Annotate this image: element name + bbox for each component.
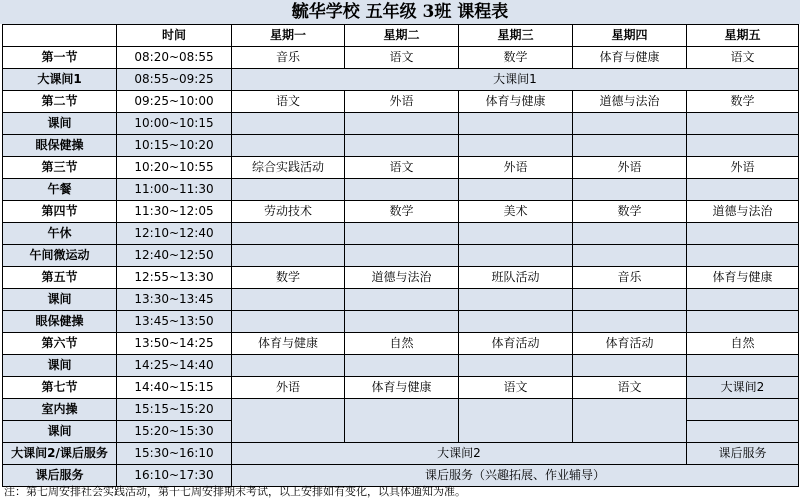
schedule-row <box>3 157 799 179</box>
empty-cell <box>459 179 573 201</box>
empty-cell <box>687 113 799 135</box>
empty-cell <box>687 223 799 245</box>
empty-cell <box>573 223 687 245</box>
empty-cell <box>232 355 345 377</box>
header-day: 星期一 <box>232 25 345 47</box>
period-time: 10:15~10:20 <box>117 135 232 157</box>
empty-cell <box>232 113 345 135</box>
empty-cell <box>573 399 687 443</box>
empty-cell <box>345 113 459 135</box>
class-cell: 数学 <box>687 91 799 113</box>
class-cell: 音乐 <box>232 47 345 69</box>
class-cell: 数学 <box>232 267 345 289</box>
period-time: 16:10~17:30 <box>117 465 232 487</box>
class-cell: 体育与健康 <box>345 377 459 399</box>
empty-cell <box>687 421 799 443</box>
schedule-row <box>3 267 799 289</box>
footnote: 注：第七周安排社会实践活动，第十七周安排期末考试，以上安排如有变化，以具体通知为准。 <box>4 485 466 498</box>
merged-activity: 大课间1 <box>232 69 799 91</box>
empty-cell <box>459 223 573 245</box>
merged-activity: 课后服务（兴趣拓展、作业辅导） <box>232 465 799 487</box>
empty-cell <box>232 311 345 333</box>
empty-cell <box>345 355 459 377</box>
empty-cell <box>459 289 573 311</box>
period-label: 课后服务 <box>3 465 117 487</box>
period-time: 09:25~10:00 <box>117 91 232 113</box>
period-time: 14:25~14:40 <box>117 355 232 377</box>
class-cell: 体育与健康 <box>687 267 799 289</box>
class-cell: 自然 <box>687 333 799 355</box>
period-label: 第一节 <box>3 47 117 69</box>
schedule-row <box>3 377 799 399</box>
empty-cell <box>459 355 573 377</box>
period-time: 08:55~09:25 <box>117 69 232 91</box>
period-label: 第三节 <box>3 157 117 179</box>
empty-cell <box>687 245 799 267</box>
class-cell: 外语 <box>687 157 799 179</box>
period-label: 午餐 <box>3 179 117 201</box>
class-cell: 外语 <box>459 157 573 179</box>
empty-cell <box>345 179 459 201</box>
class-cell: 美术 <box>459 201 573 223</box>
class-cell: 数学 <box>459 47 573 69</box>
empty-cell <box>459 399 573 443</box>
schedule-row <box>3 355 799 377</box>
class-cell: 体育与健康 <box>573 47 687 69</box>
class-cell: 体育活动 <box>573 333 687 355</box>
empty-cell <box>345 245 459 267</box>
class-cell: 语文 <box>345 47 459 69</box>
empty-cell <box>573 355 687 377</box>
schedule-row <box>3 69 799 91</box>
class-cell: 班队活动 <box>459 267 573 289</box>
empty-cell <box>459 311 573 333</box>
schedule-row <box>3 223 799 245</box>
class-cell: 语文 <box>459 377 573 399</box>
period-time: 13:45~13:50 <box>117 311 232 333</box>
empty-cell <box>345 399 459 443</box>
period-time: 12:10~12:40 <box>117 223 232 245</box>
period-time: 15:30~16:10 <box>117 443 232 465</box>
empty-cell <box>345 311 459 333</box>
class-cell: 数学 <box>345 201 459 223</box>
schedule-row <box>3 201 799 223</box>
period-time: 11:30~12:05 <box>117 201 232 223</box>
period-label: 第五节 <box>3 267 117 289</box>
period-time: 14:40~15:15 <box>117 377 232 399</box>
empty-cell <box>459 113 573 135</box>
empty-cell <box>573 289 687 311</box>
period-time: 15:20~15:30 <box>117 421 232 443</box>
header-day: 星期四 <box>573 25 687 47</box>
period-time: 12:55~13:30 <box>117 267 232 289</box>
empty-cell <box>687 355 799 377</box>
empty-cell <box>687 311 799 333</box>
period-time: 10:00~10:15 <box>117 113 232 135</box>
period-label: 第七节 <box>3 377 117 399</box>
empty-cell <box>573 311 687 333</box>
schedule-row <box>3 399 799 421</box>
period-label: 大课间1 <box>3 69 117 91</box>
empty-cell <box>232 223 345 245</box>
class-cell: 音乐 <box>573 267 687 289</box>
class-cell: 语文 <box>345 157 459 179</box>
header-day: 星期二 <box>345 25 459 47</box>
class-cell: 道德与法治 <box>345 267 459 289</box>
schedule-row <box>3 333 799 355</box>
header-day: 星期三 <box>459 25 573 47</box>
header-time: 时间 <box>117 25 232 47</box>
period-time: 12:40~12:50 <box>117 245 232 267</box>
class-cell: 道德与法治 <box>573 91 687 113</box>
period-time: 10:20~10:55 <box>117 157 232 179</box>
empty-cell <box>459 135 573 157</box>
empty-cell <box>687 135 799 157</box>
period-label: 课间 <box>3 355 117 377</box>
empty-cell <box>573 135 687 157</box>
schedule-row <box>3 443 799 465</box>
empty-cell <box>232 289 345 311</box>
period-label: 第四节 <box>3 201 117 223</box>
empty-cell <box>232 135 345 157</box>
schedule-row <box>3 311 799 333</box>
period-label: 大课间2/课后服务 <box>3 443 117 465</box>
class-cell: 语文 <box>232 91 345 113</box>
period-label: 第二节 <box>3 91 117 113</box>
empty-cell <box>573 245 687 267</box>
class-cell: 综合实践活动 <box>232 157 345 179</box>
period-time: 13:50~14:25 <box>117 333 232 355</box>
empty-cell <box>687 289 799 311</box>
class-cell: 大课间2 <box>687 377 799 399</box>
class-cell: 自然 <box>345 333 459 355</box>
empty-cell <box>232 399 345 443</box>
period-label: 午间微运动 <box>3 245 117 267</box>
timetable <box>2 24 799 487</box>
empty-cell <box>232 179 345 201</box>
period-label: 室内操 <box>3 399 117 421</box>
class-cell: 数学 <box>573 201 687 223</box>
empty-cell <box>459 245 573 267</box>
class-cell: 语文 <box>687 47 799 69</box>
schedule-row <box>3 179 799 201</box>
period-label: 课间 <box>3 289 117 311</box>
class-cell: 劳动技术 <box>232 201 345 223</box>
schedule-title: 毓华学校 五年级 3班 课程表 <box>0 0 800 24</box>
class-cell: 道德与法治 <box>687 201 799 223</box>
period-time: 13:30~13:45 <box>117 289 232 311</box>
period-label: 课间 <box>3 421 117 443</box>
empty-cell <box>345 223 459 245</box>
period-time: 11:00~11:30 <box>117 179 232 201</box>
empty-cell <box>573 113 687 135</box>
schedule-row <box>3 47 799 69</box>
class-cell: 体育与健康 <box>459 91 573 113</box>
schedule-row <box>3 113 799 135</box>
merged-activity: 大课间2 <box>232 443 687 465</box>
period-time: 08:20~08:55 <box>117 47 232 69</box>
header-day: 星期五 <box>687 25 799 47</box>
empty-cell <box>232 245 345 267</box>
class-cell: 外语 <box>573 157 687 179</box>
period-label: 午休 <box>3 223 117 245</box>
class-cell: 体育与健康 <box>232 333 345 355</box>
class-cell: 语文 <box>573 377 687 399</box>
class-cell: 外语 <box>232 377 345 399</box>
period-label: 课间 <box>3 113 117 135</box>
schedule-row <box>3 245 799 267</box>
period-label: 眼保健操 <box>3 311 117 333</box>
period-time: 15:15~15:20 <box>117 399 232 421</box>
header-row <box>3 25 799 47</box>
empty-cell <box>345 135 459 157</box>
header-corner <box>3 25 117 47</box>
empty-cell <box>687 179 799 201</box>
empty-cell <box>573 179 687 201</box>
empty-cell <box>687 399 799 421</box>
after-school-cell: 课后服务 <box>687 443 799 465</box>
class-cell: 体育活动 <box>459 333 573 355</box>
empty-cell <box>345 289 459 311</box>
schedule-row <box>3 135 799 157</box>
schedule-row <box>3 289 799 311</box>
period-label: 第六节 <box>3 333 117 355</box>
schedule-row <box>3 91 799 113</box>
period-label: 眼保健操 <box>3 135 117 157</box>
class-cell: 外语 <box>345 91 459 113</box>
